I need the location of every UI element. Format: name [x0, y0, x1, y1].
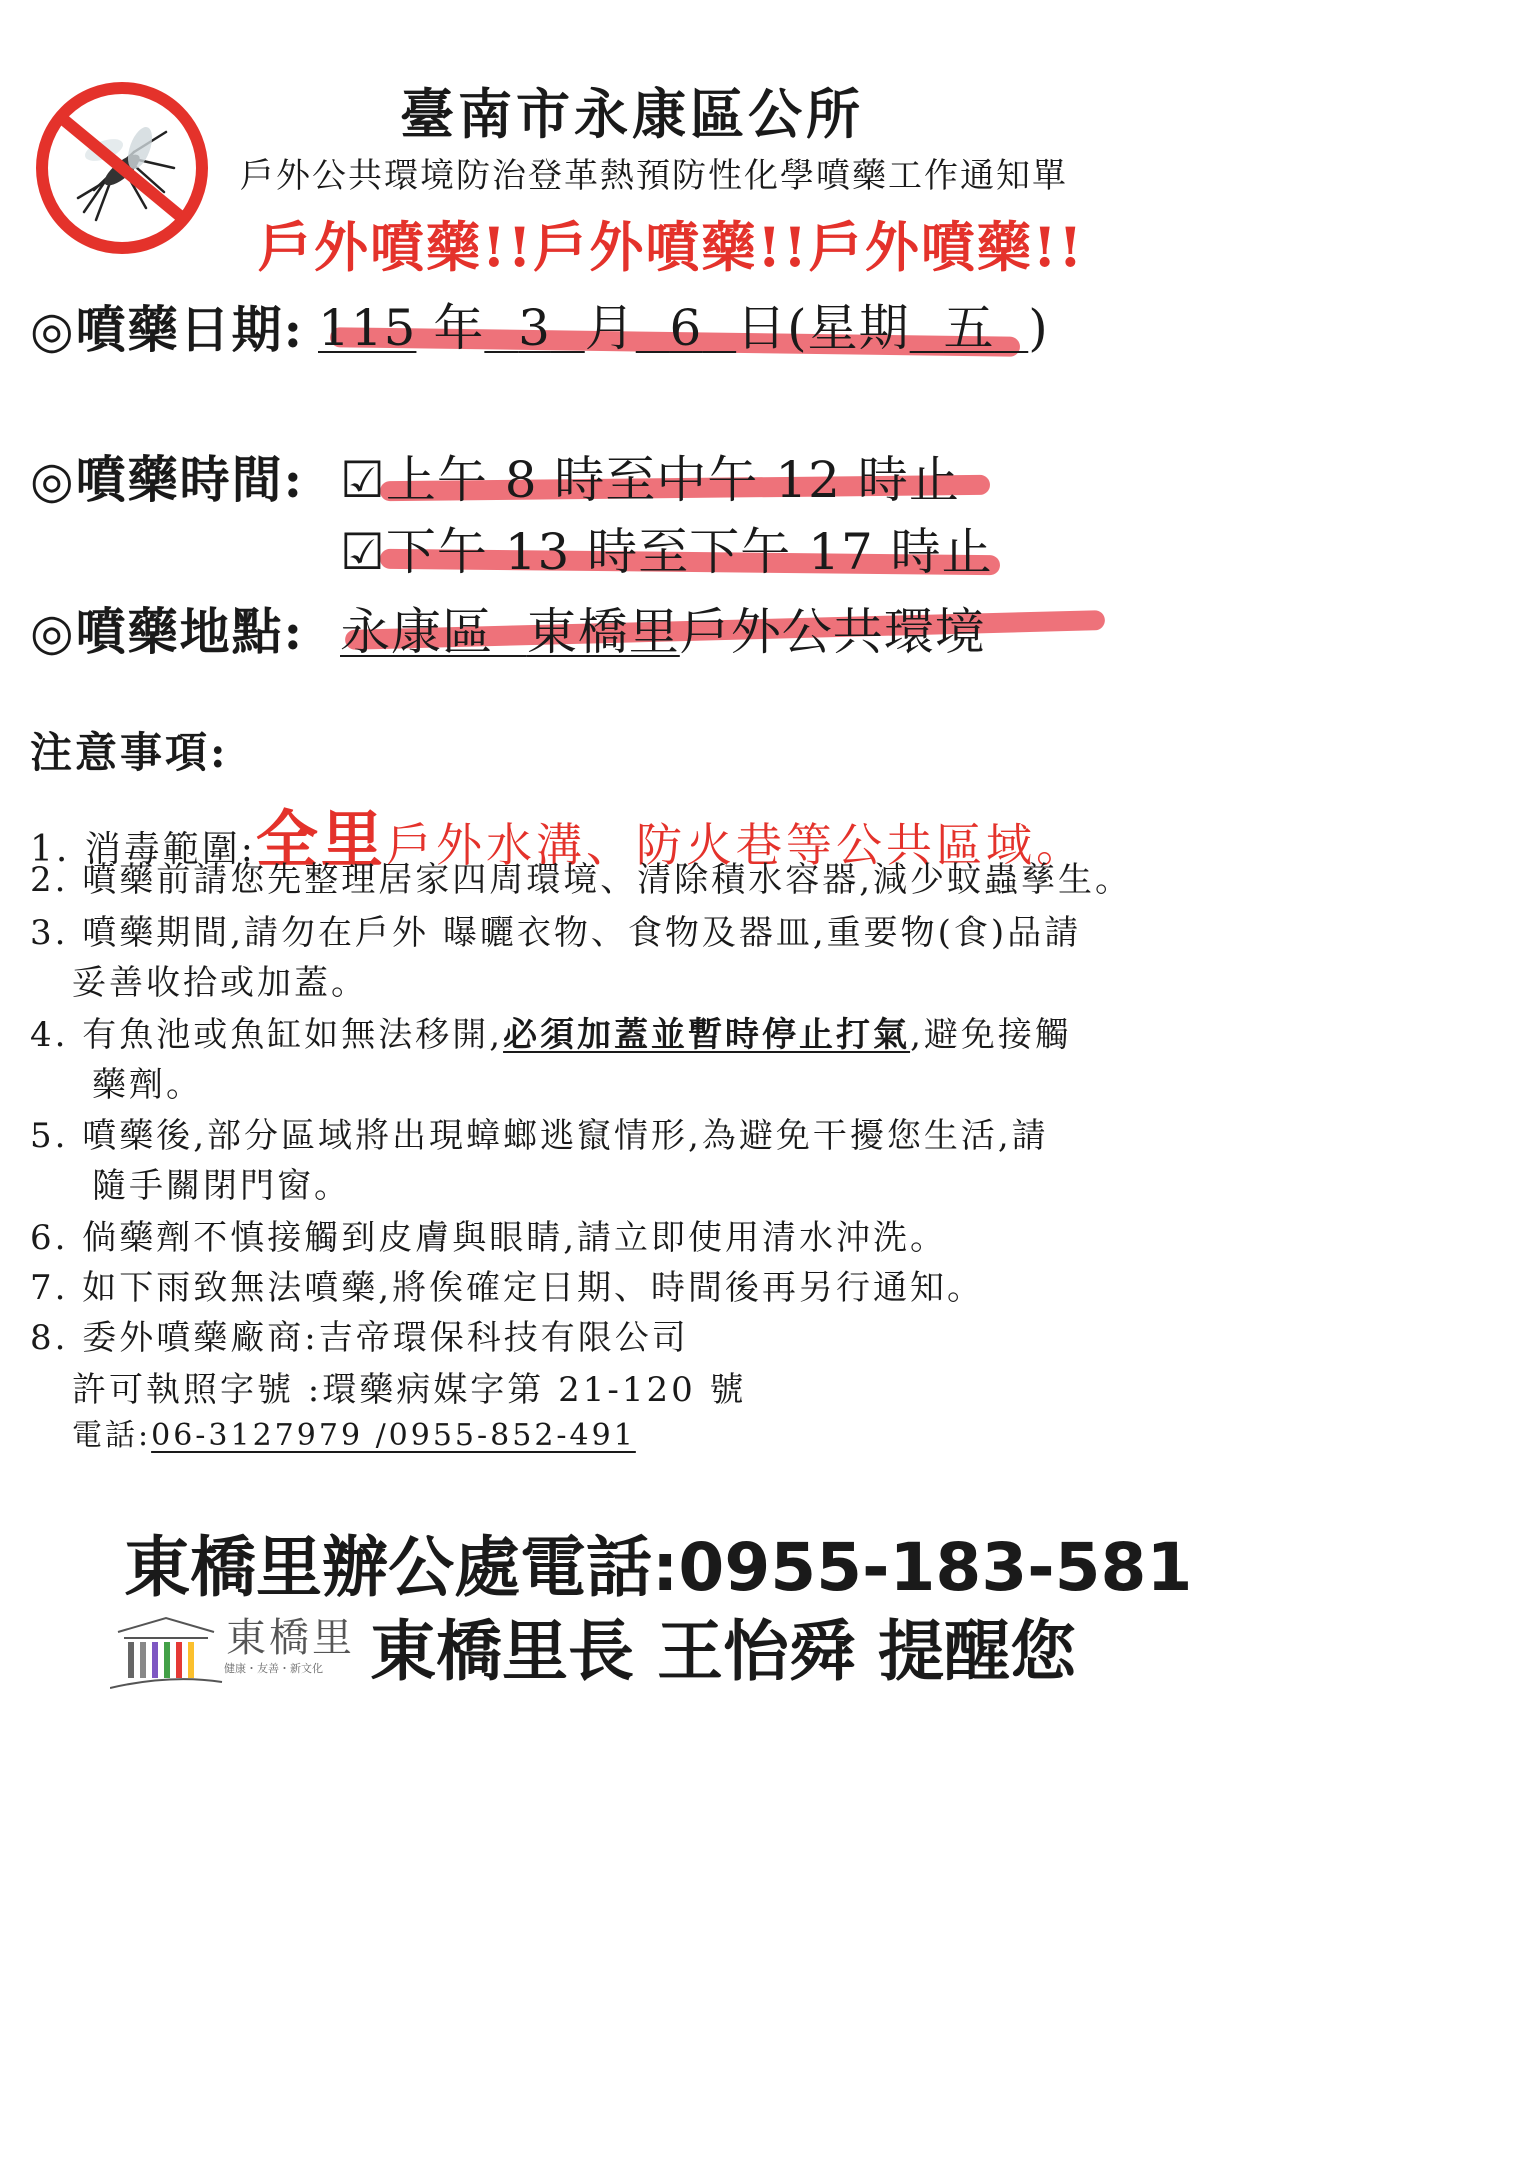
place-label: ◎噴藥地點: — [30, 602, 305, 661]
time-afternoon: ☑下午 13 時至下午 17 時止 — [340, 523, 993, 581]
vendor-phone-number: 06-3127979 /0955-852-491 — [151, 1418, 636, 1453]
warning-banner: 戶外噴藥!!戶外噴藥!!戶外噴藥!! — [258, 215, 1085, 279]
time-morning: ☑上午 8 時至中午 12 時止 — [340, 451, 960, 509]
note-item-3-line-2: 妥善收拾或加蓋。 — [72, 963, 368, 1003]
place-village: 東橋里 — [526, 603, 680, 661]
note-item-8-phone — [72, 1410, 636, 1454]
note-item-3-line-1: 3. 噴藥期間,請勿在戶外 曝曬衣物、食物及器皿,重要物(食)品請 — [30, 913, 1082, 953]
logo-tagline: 健康・友善・新文化 — [224, 1662, 323, 1675]
date-day-unit: 日( — [736, 299, 808, 357]
no-mosquito-icon — [34, 80, 210, 256]
date-year: 115 — [318, 299, 417, 357]
place-value — [340, 592, 986, 664]
note-item-4-line-1 — [30, 1007, 1072, 1056]
notes-heading: 注意事項: — [30, 728, 229, 777]
note-item-2: 2. 噴藥前請您先整理居家四周環境、清除積水容器,減少蚊蟲孳生。 — [30, 860, 1133, 900]
note-item-4-line-2: 藥劑。 — [92, 1065, 203, 1105]
date-month: 3 — [518, 299, 551, 357]
notice-subtitle: 戶外公共環境防治登革熱預防性化學噴藥工作通知單 — [240, 156, 1068, 196]
vendor-phone-label: 電話: — [72, 1418, 152, 1453]
village-chief-reminder: 東橋里長 王怡舜 提醒您 — [370, 1613, 1076, 1690]
date-weekday-label: 星期 — [807, 299, 910, 357]
date-year-unit: 年 — [433, 299, 485, 357]
place-rest: 戶外公共環境 — [679, 603, 986, 661]
note-1-prefix: 1. 消毒範圍: — [30, 829, 256, 870]
note-4-emphasis: 必須加蓋並暫時停止打氣 — [503, 1015, 911, 1055]
note-1-scope: 全里 — [255, 803, 386, 876]
note-item-5-line-2: 隨手關閉門窗。 — [92, 1166, 351, 1206]
note-1-rest: 戶外水溝、防火巷等公共區域。 — [385, 818, 1086, 872]
date-day: 6 — [669, 299, 703, 357]
note-item-8-vendor: 8. 委外噴藥廠商:吉帝環保科技有限公司 — [30, 1318, 689, 1358]
date-weekday: 五 — [943, 299, 995, 357]
logo-name: 東橋里 — [226, 1615, 355, 1661]
note-item-6: 6. 倘藥劑不慎接觸到皮膚與眼睛,請立即使用清水沖洗。 — [30, 1218, 948, 1258]
place-district: 永康區 — [340, 603, 493, 661]
date-close: ) — [1028, 299, 1049, 357]
date-label: ◎噴藥日期: — [30, 300, 305, 359]
note-4-pre: 4. 有魚池或魚缸如無法移開, — [30, 1015, 504, 1055]
date-month-unit: 月 — [584, 299, 636, 357]
date-value — [318, 288, 1049, 360]
time-label: ◎噴藥時間: — [30, 450, 305, 509]
note-item-5-line-1: 5. 噴藥後,部分區域將出現蟑螂逃竄情形,為避免干擾您生活,請 — [30, 1116, 1049, 1156]
office-phone: 東橋里辦公處電話:0955-183-581 — [124, 1529, 1193, 1606]
note-item-8-license: 許可執照字號 :環藥病媒字第 21-120 號 — [72, 1370, 747, 1410]
note-4-post: ,避免接觸 — [910, 1015, 1072, 1055]
note-item-7: 7. 如下雨致無法噴藥,將俟確定日期、時間後再另行通知。 — [30, 1268, 985, 1308]
office-title: 臺南市永康區公所 — [400, 82, 864, 146]
